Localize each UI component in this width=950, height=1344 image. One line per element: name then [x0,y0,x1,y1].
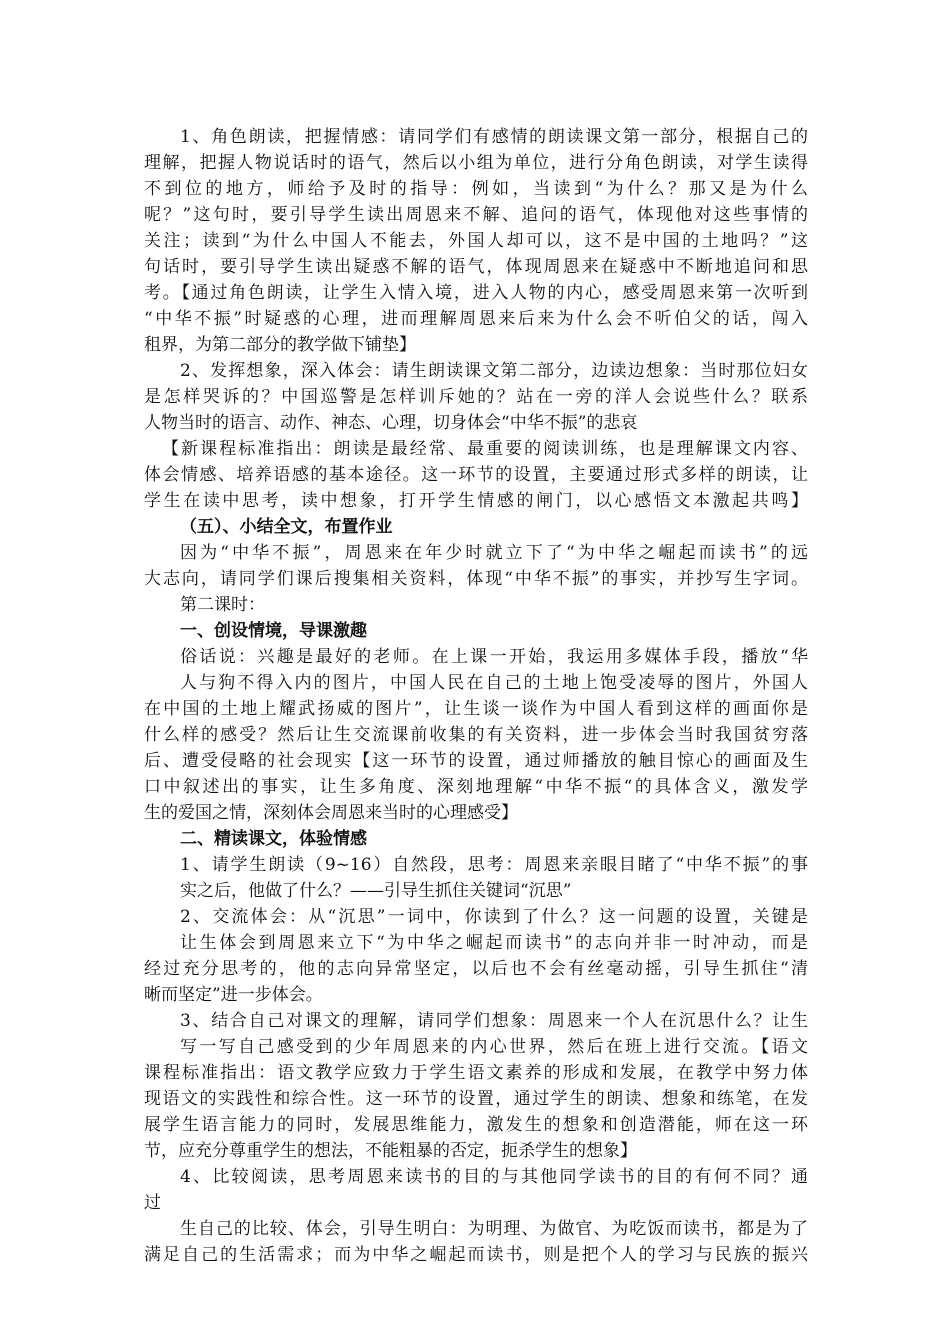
paragraph-line: 晰而坚定”进一步体会。 [144,985,323,1005]
paragraph-line: 什么样的感受？然后让生交流课前收集的有关资料，进一步体会当时我国贫穷落 [144,725,808,745]
paragraph-line: 生的爱国之情，深刻体会周恩来当时的心理感受】 [144,803,518,823]
paragraph-line: 大志向，请同学们课后搜集相关资料，体现“中华不振”的事实，并抄写生字词。 [144,569,808,589]
paragraph-line: 现语文的实践性和综合性。这一环节的设置，通过学生的朗读、想象和练笔，在发 [144,1089,808,1109]
paragraph-line: 学生在读中思考，读中想象，打开学生情感的闸门，以心感悟文本激起共鸣】 [144,491,808,511]
paragraph-line: “中华不振”时疑惑的心理，进而理解周恩来后来为什么会不听伯父的话，闯入 [144,309,808,329]
paragraph-line: 租界，为第二部分的教学做下铺垫】 [144,335,416,355]
paragraph-line: 1、请学生朗读（9~16）自然段，思考：周恩来亲眼目睹了“中华不振”的事 [180,855,808,875]
paragraph-line: 课程标准指出：语文教学应致力于学生语文素养的形成和发展，在教学中努力体 [144,1063,808,1083]
paragraph-line: 因为“中华不振”，周恩来在年少时就立下了“为中华之崛起而读书”的远 [180,543,808,563]
paragraph-line: 2、发挥想象，深入体会：请生朗读课文第二部分，边读边想象：当时那位妇女 [180,361,808,381]
paragraph-line: 关注；读到“为什么中国人不能去，外国人却可以，这不是中国的土地吗？”这 [144,231,808,251]
paragraph-line: 写一写自己感受到的少年周恩来的内心世界，然后在班上进行交流。【语文 [180,1037,808,1057]
paragraph-line: 人与狗不得入内的图片，中国人民在自己的土地上饱受凌辱的图片，外国人 [180,673,808,693]
section-heading: 二、精读课文，体验情感 [180,829,367,849]
paragraph-line: 展学生语言能力的同时，发展思维能力，激发生的想象和创造潜能，师在这一环 [144,1115,808,1135]
paragraph-line: 节，应充分尊重学生的想法，不能粗暴的否定，扼杀学生的想象】 [144,1141,637,1161]
paragraph-line: 第二课时： [180,595,265,615]
paragraph-line: 考。【通过角色朗读，让学生入情入境，进入人物的内心，感受周恩来第一次听到 [144,283,808,303]
paragraph-line: 过 [144,1193,161,1213]
paragraph-line: 经过充分思考的，他的志向异常坚定，以后也不会有丝毫动摇，引导生抓住“清 [144,959,808,979]
paragraph-line: 满足自己的生活需求；而为中华之崛起而读书，则是把个人的学习与民族的振兴 [144,1245,808,1265]
paragraph-line: 【新课程标准指出：朗读是最经常、最重要的阅读训练，也是理解课文内容、 [162,439,808,459]
paragraph-line: 在中国的土地上耀武扬威的图片”，让生谈一谈作为中国人看到这样的画面你是 [144,699,808,719]
section-heading: （五）、小结全文，布置作业 [180,517,393,537]
paragraph-line: 俗话说：兴趣是最好的老师。在上课一开始，我运用多媒体手段，播放“华 [180,647,808,667]
paragraph-line: 2、交流体会：从“沉思”一词中，你读到了什么？这一问题的设置，关键是 [180,907,808,927]
paragraph-line: 后、遭受侵略的社会现实【这一环节的设置，通过师播放的触目惊心的画面及生 [144,751,808,771]
paragraph-line: 人物当时的语言、动作、神态、心理，切身体会“中华不振”的悲哀 [144,413,638,433]
paragraph-line: 理解，把握人物说话时的语气，然后以小组为单位，进行分角色朗读，对学生读得 [144,153,808,173]
paragraph-line: 体会情感、培养语感的基本途径。这一环节的设置，主要通过形式多样的朗读，让 [144,465,808,485]
paragraph-line: 句话时，要引导学生读出疑惑不解的语气，体现周恩来在疑惑中不断地追问和思 [144,257,808,277]
paragraph-line: 4、比较阅读，思考周恩来读书的目的与其他同学读书的目的有何不同？通 [180,1167,808,1187]
section-heading: 一、创设情境，导课激趣 [180,621,367,641]
paragraph-line: 3、结合自己对课文的理解，请同学们想象：周恩来一个人在沉思什么？让生 [180,1011,808,1031]
document-page [144,124,808,1268]
paragraph-line: 1、角色朗读，把握情感：请同学们有感情的朗读课文第一部分，根据自己的 [180,127,808,147]
paragraph-line: 口中叙述出的事实，让生多角度、深刻地理解“中华不振“的具体含义，激发学 [144,777,808,797]
paragraph-line: 不到位的地方，师给予及时的指导：例如，当读到“为什么？那又是为什么 [144,179,808,199]
paragraph-line: 呢？”这句时，要引导学生读出周恩来不解、追问的语气，体现他对这些事情的 [144,205,808,225]
paragraph-line: 生自己的比较、体会，引导生明白：为明理、为做官、为吃饭而读书，都是为了 [180,1219,808,1239]
paragraph-line: 实之后，他做了什么？——引导生抓住关键词“沉思” [180,881,572,901]
paragraph-line: 让生体会到周恩来立下“为中华之崛起而读书”的志向并非一时冲动，而是 [180,933,808,953]
paragraph-line: 是怎样哭诉的？中国巡警是怎样训斥她的？站在一旁的洋人会说些什么？联系 [144,387,808,407]
